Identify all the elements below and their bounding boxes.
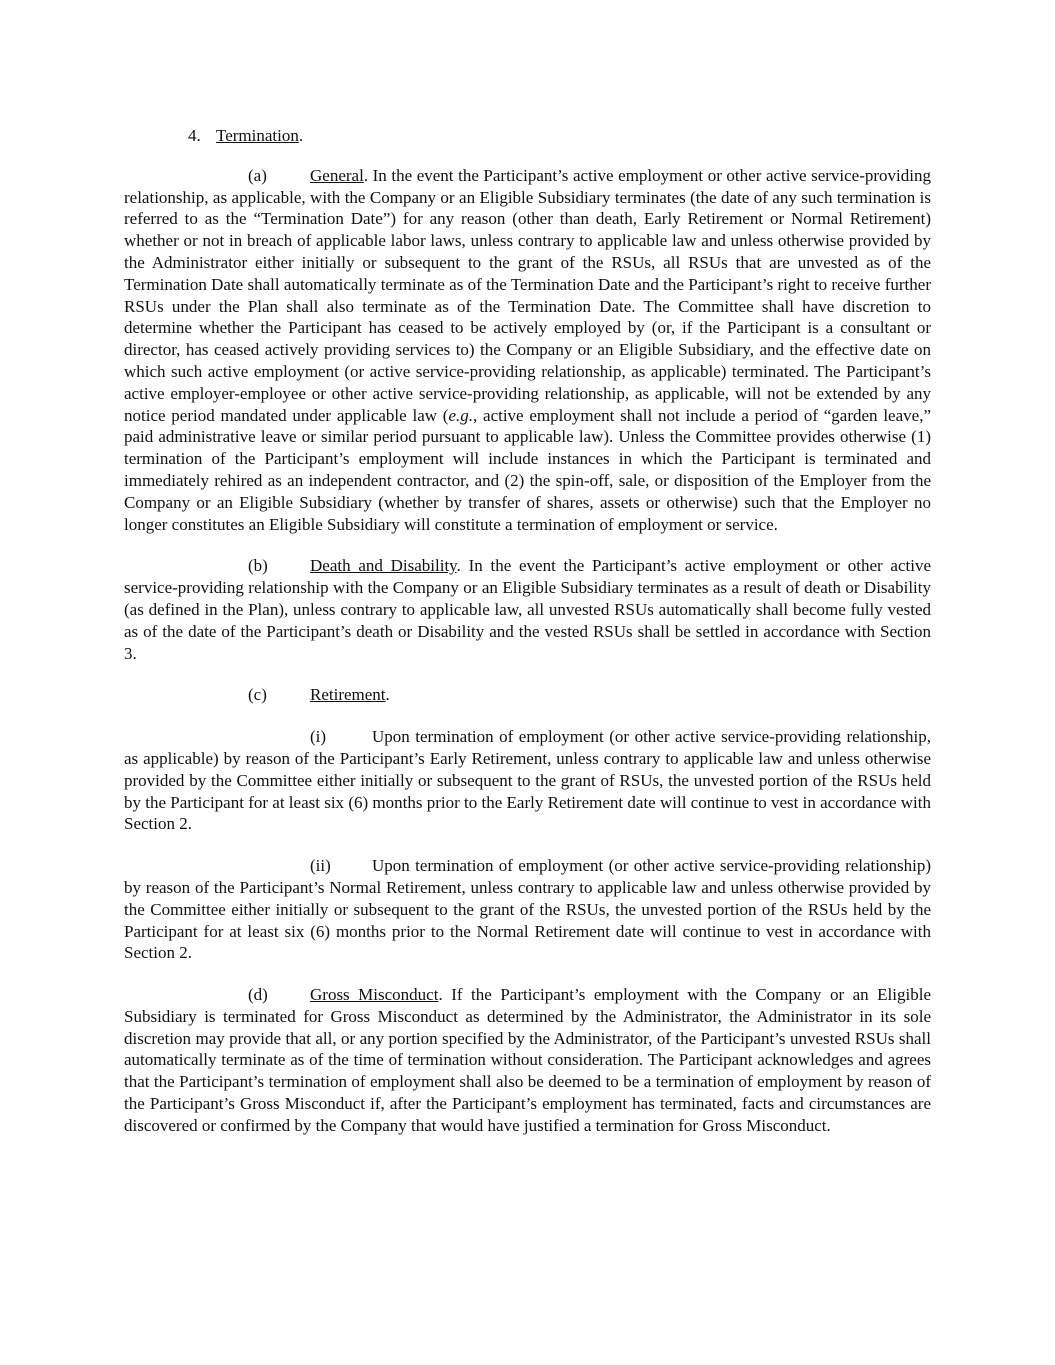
paragraph-text-continued: active employment shall not include a period of “garden leave,” paid administrative leave or similar period pursuant to applicable law). Unless the Committee provides otherwise (1) termination of the Participant’s employment will include instances in which the Participant is terminated and immediately rehired as an independent contractor, and (2) the spin-off, sale, or disposition of the Employer from the Company or an Eligible Subsidiary (whether by transfer of shares, assets or otherwise) such that the Employer no longer constitutes an Eligible Subsidiary will constitute a termination of employment or service. [124,405,931,534]
paragraph-c-retirement-heading [124,684,931,706]
section-heading [124,125,931,147]
subparagraph-c-i [124,726,931,835]
section-title: Termination [216,126,299,145]
paragraph-title: Gross Misconduct [310,985,439,1005]
subparagraph-text: Upon termination of employment (or other active service-providing relationship) by reason of the Participant’s Normal Retirement, unless contrary to applicable law and unless otherwise provided by the Committee either initially or subsequent to the grant of the RSUs, the unvested portion of the RSUs held by the Participant for at least six (6) months prior to the Normal Retirement date will continue to vest in accordance with Section 2. [124,856,931,963]
subparagraph-c-ii [124,855,931,964]
spacer [124,664,931,684]
section-title-suffix: . [298,126,304,145]
paragraph-title: General [310,165,364,185]
paragraph-label: (a) [248,165,267,185]
spacer [124,706,931,726]
paragraph-label: (b) [248,556,268,576]
spacer [124,964,931,984]
paragraph-text: . If the Participant’s employment with the Company or an Eligible Subsidiary is terminated for Gross Misconduct as determined by the Administrator, the Administrator in its sole discretion may provide that all, or any portion specified by the Administrator, of the Participant’s unvested RSUs shall automatically terminate as of the time of termination without consideration. The Participant acknowledges and agrees that the Participant’s termination of employment shall also be deemed to be a termination of employment by reason of the Participant’s Gross Misconduct if, after the Participant’s employment has terminated, facts and circumstances are discovered or confirmed by the Company that would have justified a termination for Gross Misconduct. [124,985,931,1135]
subparagraph-label: (i) [310,727,327,747]
paragraph-text: . In the event the Participant’s active employment or other active service-providing relationship, as applicable, with the Company or an Eligible Subsidiary terminates (the date of any such termination is referred to as the “Termination Date”) for any reason (other than death, Early Retirement or Normal Retirement) whether or not in breach of applicable labor laws, unless contrary to applicable law and unless otherwise provided by the Administrator either initially or subsequent to the grant of the RSUs, all RSUs that are unvested as of the Termination Date shall automatically terminate as of the Termination Date and the Participant’s right to receive further RSUs under the Plan shall also terminate as of the Termination Date. The Committee shall have discretion to determine whether the Participant has ceased to be actively employed by (or, if the Participant is a consultant or director, has ceased actively providing services to) the Company or an Eligible Subsidiary, and the effective date on which such active employment (or active service-providing relationship, as applicable) terminated. The Participant’s active employer-employee or other active service-providing relationship, as applicable, will not be extended by any notice period mandated under applicable law ( [124,165,931,425]
document-page [124,125,931,1137]
paragraph-title: Death and Disability [310,556,457,576]
subparagraph-label: (ii) [310,856,331,876]
spacer [124,535,931,555]
paragraph-title: Retirement [310,685,386,705]
paragraph-label: (c) [248,685,267,705]
paragraph-b-death-disability [124,555,931,664]
paragraph-text: . In the event the Participant’s active employment or other active service-providing relationship with the Company or an Eligible Subsidiary terminates as a result of death or Disability (as defined in the Plan), unless contrary to applicable law, all unvested RSUs automatically shall become fully vested as of the date of the Participant’s death or Disability and the vested RSUs shall be settled in accordance with Section 3. [124,556,931,663]
spacer [124,835,931,855]
paragraph-title-suffix: . [385,685,390,705]
subparagraph-text: Upon termination of employment (or other active service-providing relationship, as applicable) by reason of the Participant’s Early Retirement, unless contrary to applicable law and unless otherwise provided by the Committee either initially or subsequent to the grant of RSUs, the unvested portion of the RSUs held by the Participant for at least six (6) months prior to the Early Retirement date will continue to vest in accordance with Section 2. [124,727,931,834]
paragraph-label: (d) [248,985,268,1005]
paragraph-d-gross-misconduct [124,984,931,1137]
eg-italic: e.g., [448,405,478,425]
section-number: 4. [188,126,201,145]
paragraph-a-general [124,165,931,536]
